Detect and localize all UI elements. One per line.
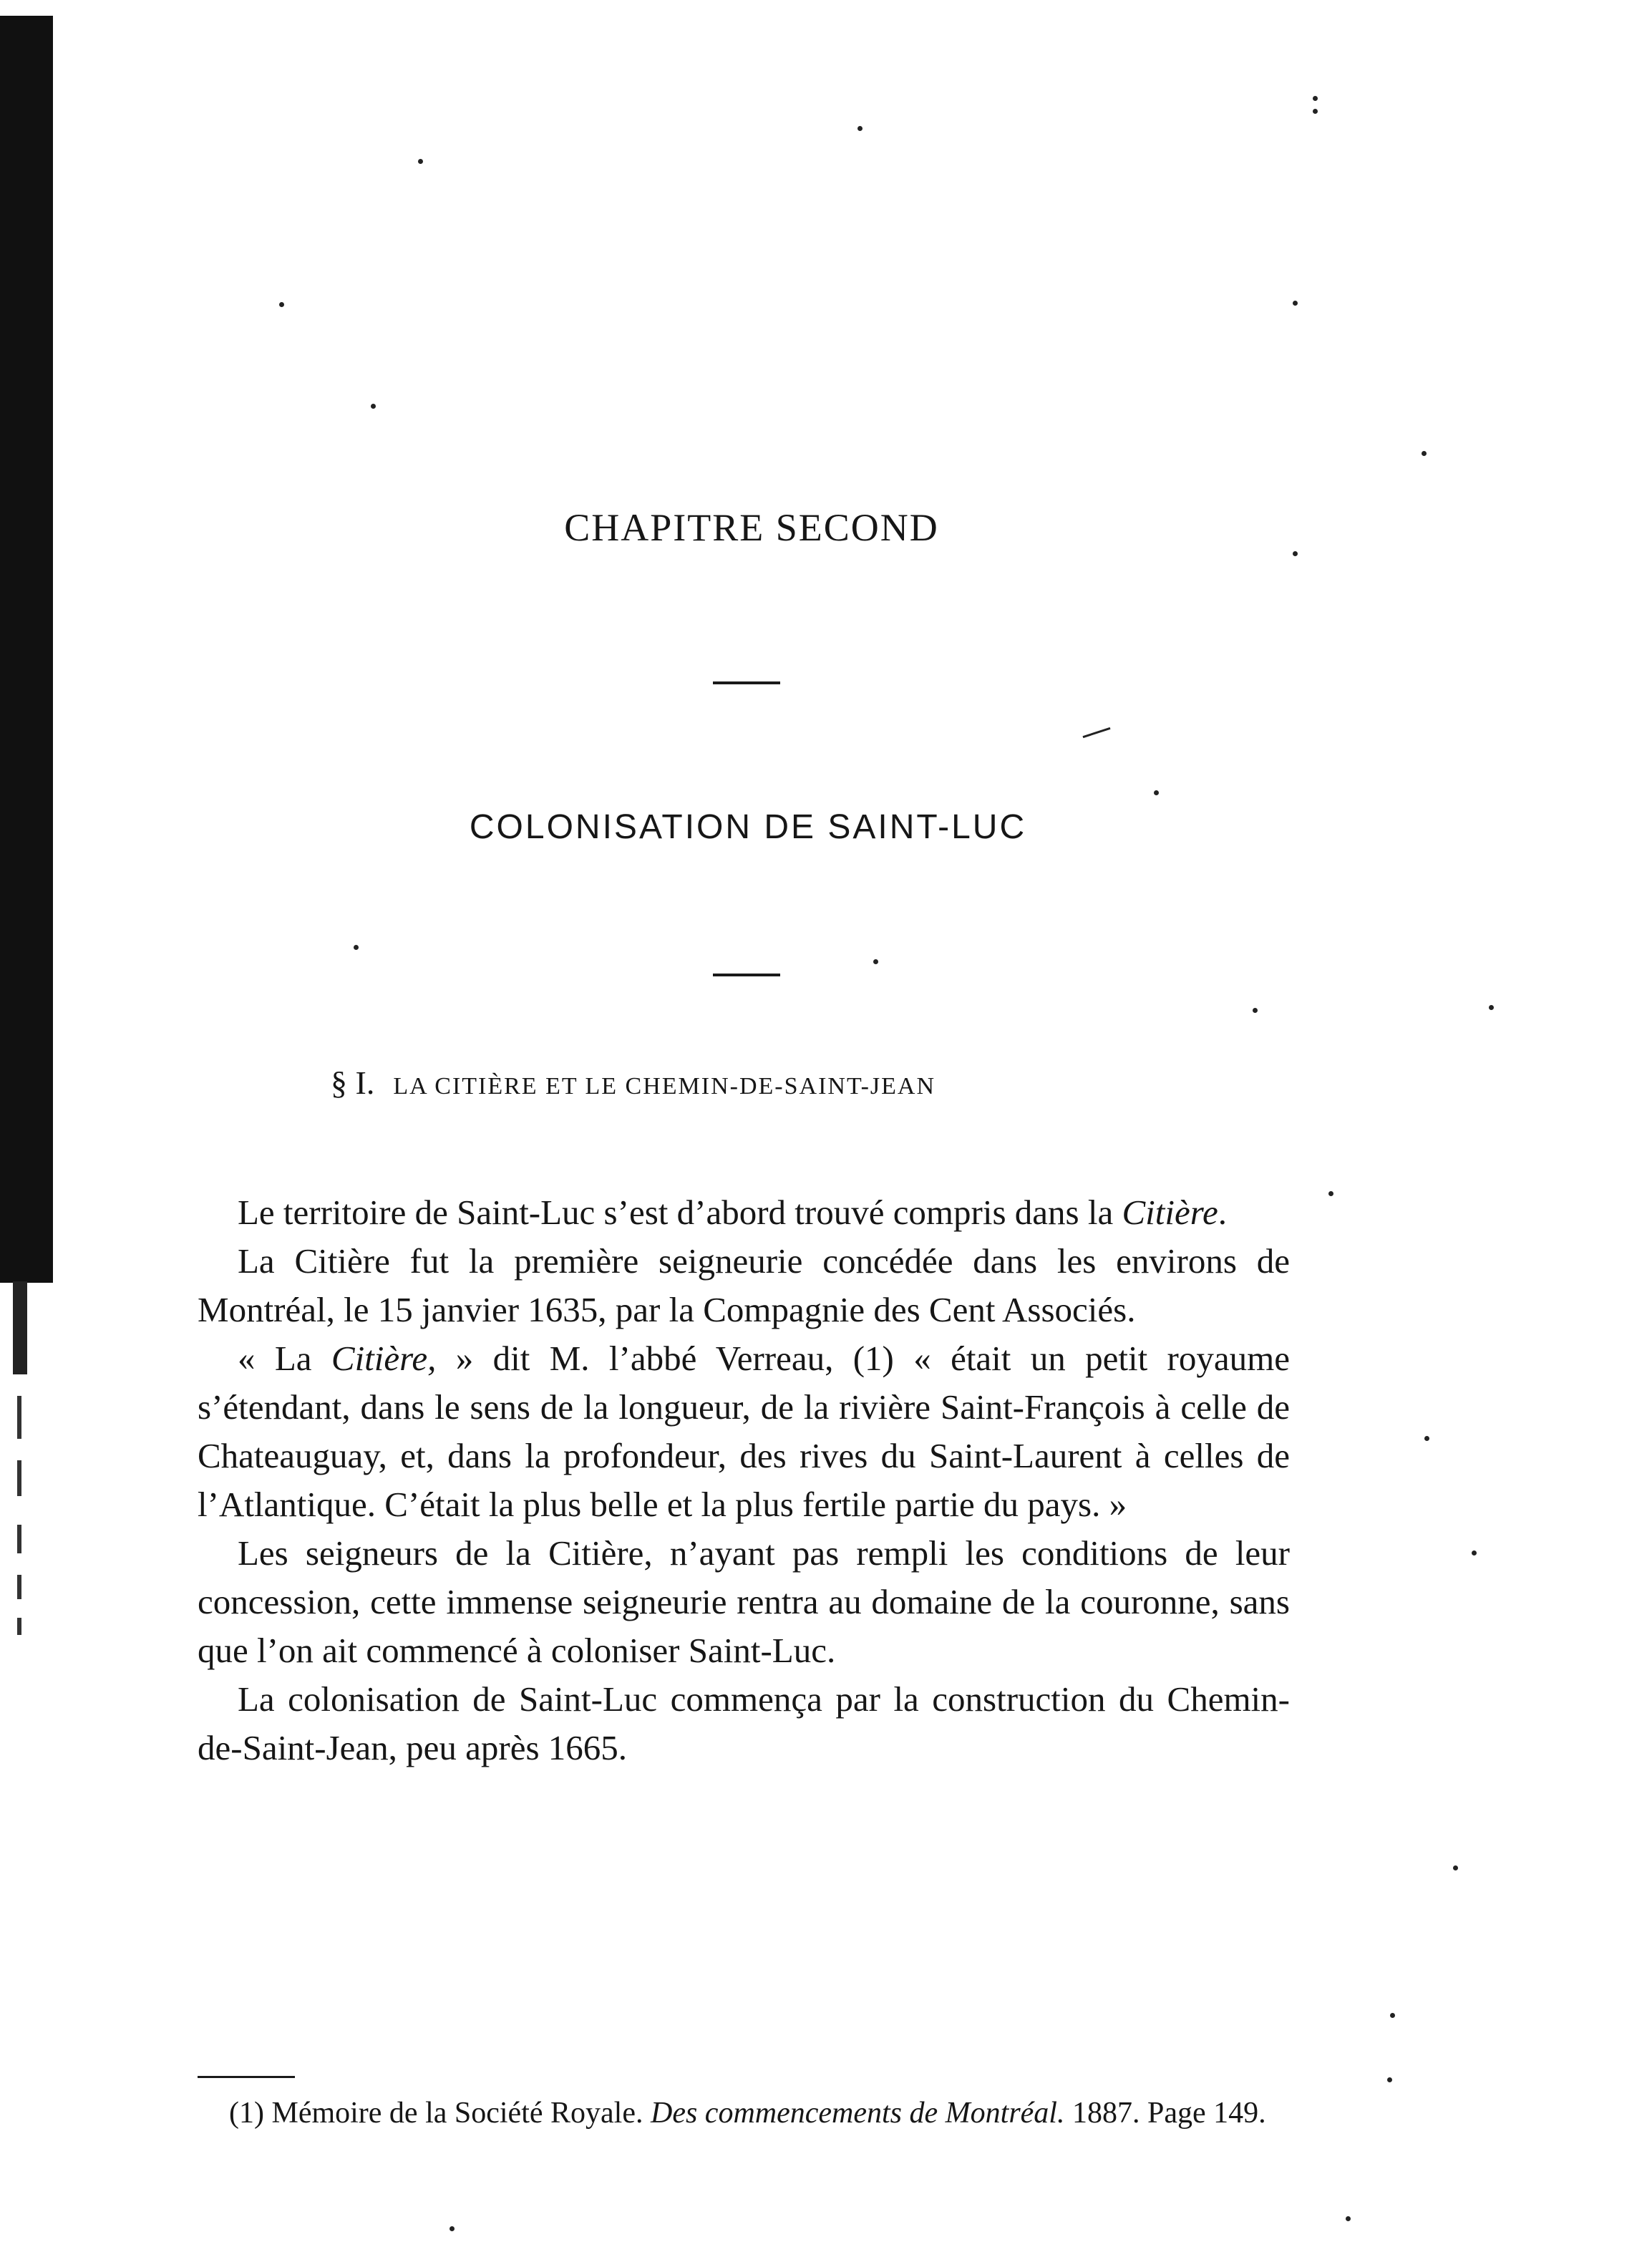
scan-speck bbox=[1253, 1008, 1258, 1013]
scan-speck bbox=[1293, 551, 1298, 556]
scan-speck bbox=[1387, 2077, 1392, 2082]
footnote-text: (1) Mémoire de la Société Royale. Des commencements de Montréal. 1887. Page 149. bbox=[229, 2097, 1266, 2130]
footnote bbox=[198, 2090, 1290, 2136]
section-title: LA CITIÈRE ET LE CHEMIN-DE-SAINT-JEAN bbox=[393, 1073, 936, 1100]
scan-speck bbox=[1346, 2216, 1351, 2221]
scan-speck bbox=[1472, 1550, 1477, 1555]
binding-mark bbox=[17, 1575, 21, 1599]
scan-speck bbox=[371, 404, 376, 409]
scan-speck bbox=[873, 959, 878, 964]
paragraph: « La Citière, » dit M. l’abbé Verreau, (1) « était un petit royaume s’étendant, dans le sens de la longueur, de la rivière Saint-François à celle de Chateauguay, et, dans la profondeur, des rives du Saint-Laurent à celles de l’Atlantique. C’était la plus belle et la plus fertile partie du pays. » bbox=[198, 1339, 1290, 1524]
binding-edge-lower bbox=[13, 1281, 27, 1374]
binding-mark bbox=[17, 1396, 21, 1439]
section-number: § I. bbox=[331, 1064, 375, 1101]
binding-mark bbox=[17, 1460, 21, 1496]
scan-speck bbox=[1313, 109, 1318, 114]
scan-speck bbox=[1154, 790, 1159, 795]
paragraph: Le territoire de Saint-Luc s’est d’abord trouvé compris dans la Citière. bbox=[238, 1193, 1228, 1232]
chapter-title: COLONISATION DE SAINT-LUC bbox=[469, 808, 1027, 846]
binding-mark bbox=[17, 1525, 21, 1553]
scan-speck bbox=[1328, 1191, 1333, 1196]
scan-speck bbox=[1313, 96, 1318, 101]
paragraph: Les seigneurs de la Citière, n’ayant pas rempli les conditions de leur concession, cette immense seigneurie rentra au domaine de la couronne, sans que l’on ait commencé à coloniser Saint-Luc. bbox=[198, 1533, 1290, 1670]
scan-speck bbox=[1489, 1005, 1494, 1010]
title-rule bbox=[713, 974, 780, 976]
scan-speck bbox=[1293, 301, 1298, 306]
scan-speck bbox=[418, 159, 423, 164]
scan-speck bbox=[1390, 2013, 1395, 2018]
title-rule bbox=[713, 681, 780, 684]
footnote-rule bbox=[198, 2076, 295, 2078]
scan-stroke bbox=[1083, 727, 1111, 738]
scan-speck bbox=[1422, 451, 1427, 456]
section-heading bbox=[331, 1064, 936, 1102]
paragraph: La Citière fut la première seigneurie concédée dans les environs de Montréal, le 15 janvier 1635, par la Compagnie des Cent Associés. bbox=[198, 1241, 1290, 1329]
scan-speck bbox=[354, 945, 359, 950]
binding-edge bbox=[0, 16, 53, 1283]
body-text bbox=[198, 1188, 1290, 1772]
scan-speck bbox=[279, 302, 284, 307]
paragraph: La colonisation de Saint-Luc commença par la construction du Chemin-de-Saint-Jean, peu après 1665. bbox=[198, 1679, 1290, 1767]
scan-speck bbox=[857, 126, 863, 131]
scan-speck bbox=[1453, 1865, 1458, 1870]
binding-mark bbox=[17, 1618, 21, 1635]
scan-speck bbox=[1424, 1436, 1429, 1441]
scan-speck bbox=[450, 2226, 455, 2231]
chapter-heading: CHAPITRE SECOND bbox=[564, 506, 939, 549]
